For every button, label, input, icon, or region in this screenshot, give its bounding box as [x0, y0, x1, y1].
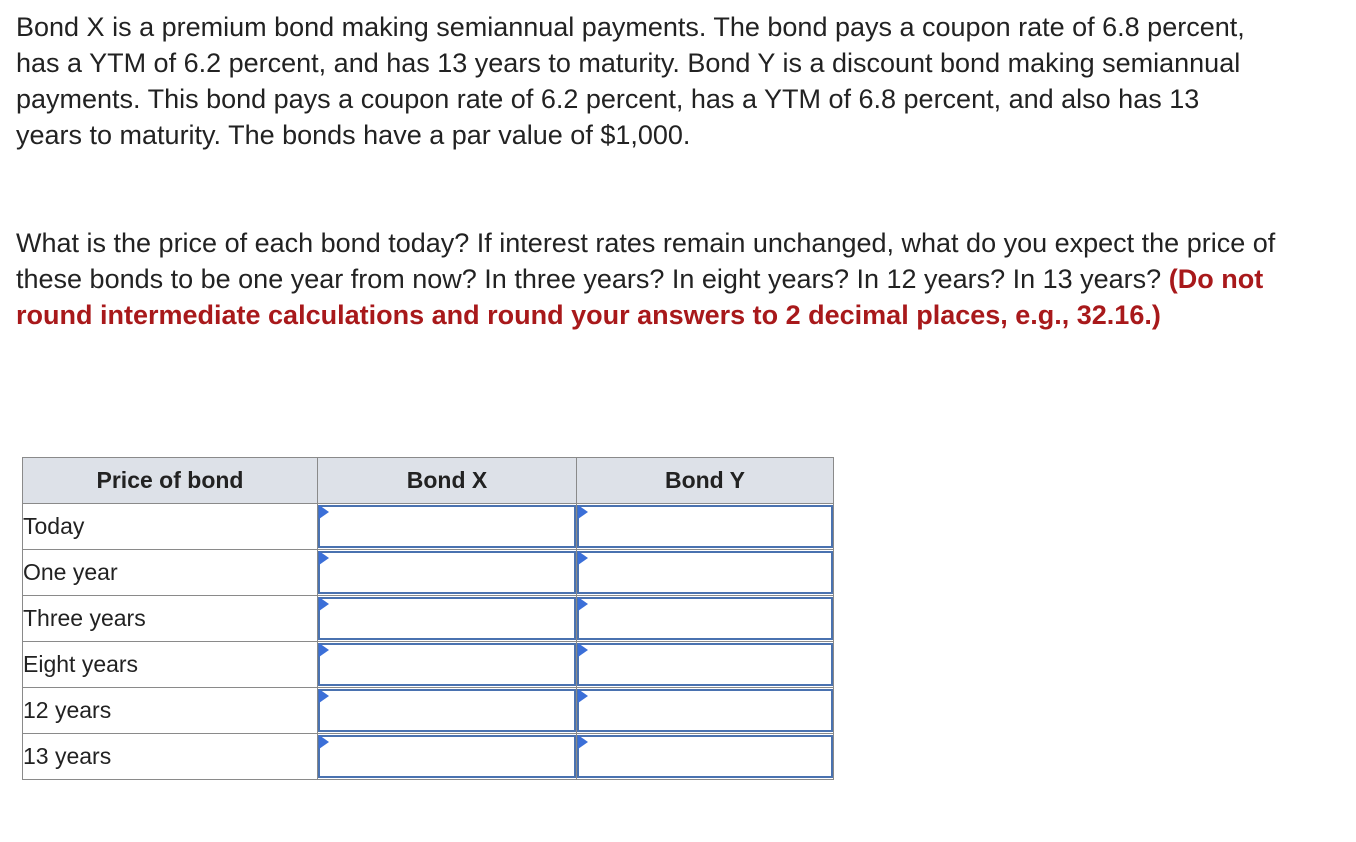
bond-y-13-years-input[interactable]: [577, 735, 833, 778]
bond-x-one-year-input[interactable]: [318, 551, 576, 594]
table-body: [23, 504, 834, 780]
bond-x-three-years-input[interactable]: [318, 597, 576, 640]
answer-cell: [318, 642, 577, 688]
answer-cell: [577, 596, 834, 642]
answer-cell: [318, 504, 577, 550]
header-bond-x: Bond X: [318, 458, 577, 504]
bond-y-one-year-input[interactable]: [577, 551, 833, 594]
bond-x-13-years-input[interactable]: [318, 735, 576, 778]
bond-y-eight-years-input[interactable]: [577, 643, 833, 686]
bond-x-12-years-input[interactable]: [318, 689, 576, 732]
question-text: What is the price of each bond today? If interest rates remain unchanged, what do you expect the price of these bonds to be one year from now? In three years? In eight years? In 12 years? In 13 years?: [16, 228, 1276, 294]
row-label-today: Today: [23, 504, 318, 550]
bond-y-12-years-input[interactable]: [577, 689, 833, 732]
bond-y-three-years-input[interactable]: [577, 597, 833, 640]
header-price-of-bond: Price of bond: [23, 458, 318, 504]
table-row: [23, 504, 834, 550]
answer-cell: [577, 688, 834, 734]
question-paragraph-1: Bond X is a premium bond making semiannual payments. The bond pays a coupon rate of 6.8 percent, has a YTM of 6.2 percent, and has 13 years to maturity. Bond Y is a discount bond making semiannual payments. This bond pays a coupon rate of 6.2 percent, has a YTM of 6.8 percent, and also has 13 years to maturity. The bonds have a par value of $1,000.: [16, 12, 1245, 150]
table-header-row: [23, 458, 834, 504]
bond-x-today-input[interactable]: [318, 505, 576, 548]
question-paragraph-2: [16, 225, 1276, 333]
bond-x-eight-years-input[interactable]: [318, 643, 576, 686]
answer-cell: [577, 734, 834, 780]
answer-cell: [318, 596, 577, 642]
row-label-13-years: 13 years: [23, 734, 318, 780]
answer-cell: [577, 642, 834, 688]
table-row: [23, 550, 834, 596]
header-bond-y: Bond Y: [577, 458, 834, 504]
row-label-12-years: 12 years: [23, 688, 318, 734]
answer-cell: [318, 688, 577, 734]
table-row: [23, 642, 834, 688]
rounding-instruction: (Do not round intermediate calculations and round your answers to 2 decimal places, e.g., 32.16.): [16, 264, 1264, 330]
answer-cell: [318, 550, 577, 596]
table-row: [23, 688, 834, 734]
table-row: [23, 734, 834, 780]
answer-cell: [577, 550, 834, 596]
answer-cell: [577, 504, 834, 550]
bond-y-today-input[interactable]: [577, 505, 833, 548]
row-label-three-years: Three years: [23, 596, 318, 642]
row-label-eight-years: Eight years: [23, 642, 318, 688]
bond-price-table: [22, 457, 834, 780]
row-label-one-year: One year: [23, 550, 318, 596]
answer-cell: [318, 734, 577, 780]
table-row: [23, 596, 834, 642]
